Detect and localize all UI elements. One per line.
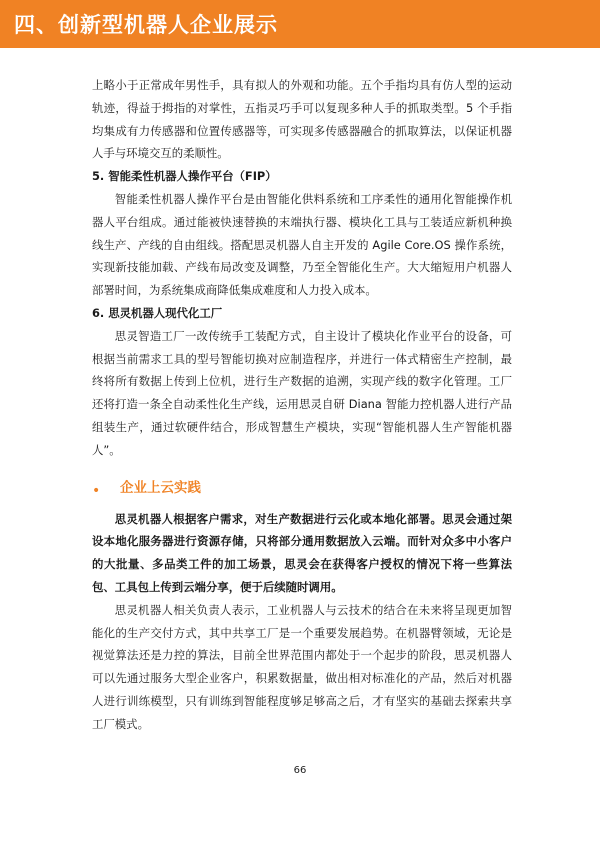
- subheading-fip: 5. 智能柔性机器人操作平台（FIP）: [92, 169, 277, 184]
- paragraph-intro: 上略小于正常成年男性手，具有拟人的外观和功能。五个手指均具有仿人型的运动轨迹，得益于拇指的对掌性，五指灵巧手可以复现多种人手的抓取类型。5 个手指均集成有力传感器和位置传感器等，可实现多传感器融合的抓取算法，以保证机器人手与环境交互的柔顺性。: [92, 78, 512, 161]
- section-title: 企业上云实践: [120, 479, 201, 496]
- header-bar: [0, 0, 600, 48]
- paragraph-cloud-final: 思灵机器人相关负责人表示，工业机器人与云技术的结合在未来将呈现更加智能化的生产交付方式，其中共享工厂是一个重要发展趋势。在机器臂领域，无论是视觉算法还是力控的算法，目前全世界范围内都处于一个起步的阶段，思灵机器人可以先通过服务大型企业客户，积累数据量，做出相对标准化的产品，然后对机器人进行训练模型，只有训练到智能程度够足够高之后，才有坚实的基础去探索共享工厂模式。: [92, 602, 512, 731]
- paragraph-factory: 思灵智造工厂一改传统手工装配方式，自主设计了模块化作业平台的设备，可根据当前需求工具的型号智能切换对应制造程序，并进行一体式精密生产控制，最终将所有数据上传到上位机，进行生产数据的追溯，实现产线的数字化管理。工厂还将打造一条全自动柔性化生产线，运用思灵自研 Diana 智能力控机器人进行产品组装生产，通过软硬件结合，形成智慧生产模块，实现“智能机器人生产智能机器人”。: [92, 328, 512, 457]
- paragraph-fip: 智能柔性机器人操作平台是由智能化供料系统和工序柔性的通用化智能操作机器人平台组成。通过能被快速替换的末端执行器、模块化工具与工装适应新机种换线生产、产线的自由组线。搭配思灵机器人自主开发的 Agile Core.OS 操作系统，实现新技能加载、产线布局改变及调整，乃至全智能化生产。大大缩短用户机器人部署时间，为系统集成商降低集成难度和人力投入成本。: [92, 191, 512, 298]
- subheading-factory: 6. 思灵机器人现代化工厂: [92, 305, 223, 320]
- main-content: [92, 74, 512, 736]
- bullet-icon: •: [92, 482, 101, 499]
- paragraph-cloud-bold: 思灵机器人根据客户需求，对生产数据进行云化或本地化部署。思灵会通过架设本地化服务器进行资源存储，只将部分通用数据放入云端。而针对众多中小客户的大批量、多品类工件的加工场景，思灵会在获得客户授权的情况下将一些算法包、工具包上传到云端分享，便于后续随时调用。: [92, 511, 512, 594]
- section-heading-cloud: [92, 476, 512, 506]
- page-title: 四、创新型机器人企业展示: [14, 13, 278, 37]
- page-number: 66: [293, 765, 307, 776]
